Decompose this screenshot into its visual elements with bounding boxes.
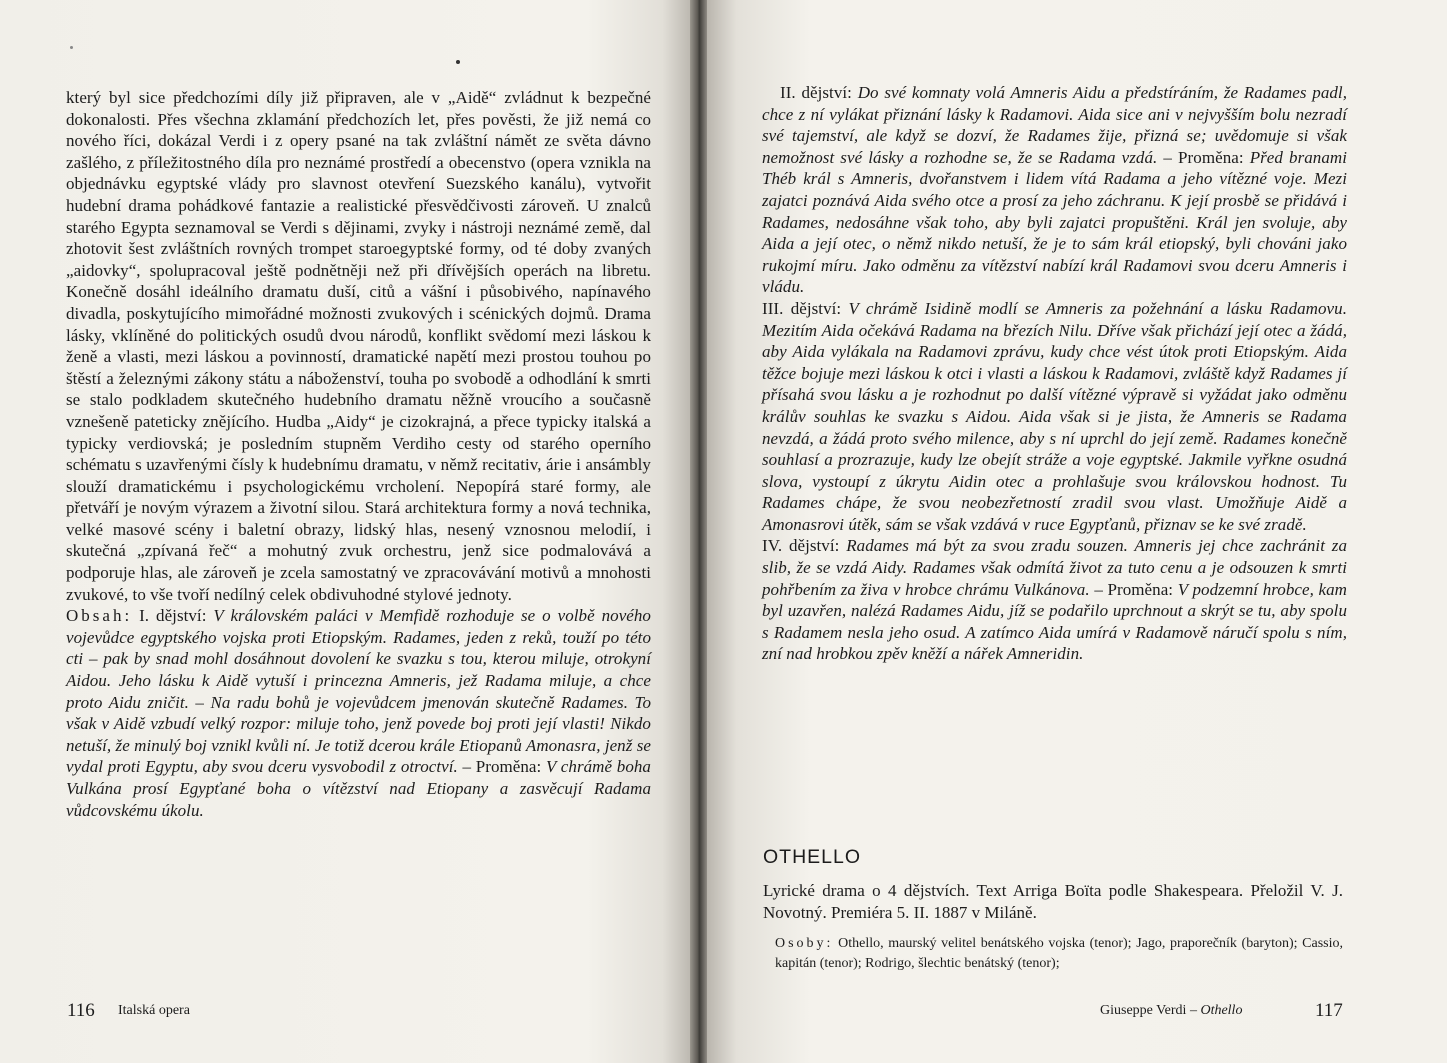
scene-change-synopsis: V podzemní hrobce, kam byl uzavřen, nalézá Radames Aidu, jíž se podařilo uprchnout a skrýt se tu, aby spolu s Radamem nesla jeho osud. A zatímco Aida umírá v Radamově náručí spolu s ním, zní nad hrobkou zpěv kněží a nářek Amneridin. <box>762 579 1347 664</box>
cast-text: Othello, maurský velitel benátského vojska (tenor); Jago, praporečník (baryton); Cassio, kapitán (tenor); Rodrigo, šlechtic benátský (tenor); <box>775 936 1343 971</box>
act-label: I. dějství: <box>139 606 207 626</box>
ink-speck <box>70 46 73 49</box>
left-page <box>0 0 690 1063</box>
act-paragraph <box>762 82 1347 298</box>
act-label: III. dějství: <box>762 298 842 318</box>
work-subtitle: Lyrické drama o 4 dějstvích. Text Arriga Boïta podle Shakespeara. Přeložil V. J. Novotný. Premiéra 5. II. 1887 v Miláně. <box>763 881 1343 922</box>
scene-change-label: – Proměna: <box>462 757 542 777</box>
section-title: OTHELLO <box>763 846 862 868</box>
running-head-author: Giuseppe Verdi – <box>1100 1003 1197 1018</box>
act-synopsis: V královském paláci v Memfidě rozhoduje se o volbě nového vojevůdce egyptského vojska proti Etiopským. Radames, jeden z reků, touží po této cti – pak by snad mohl dosáhnout dovolení ke svazku s tou, kterou miluje, otrokyní Aidou. Jeho lásku k Aidě vytuší i princezna Amneris, jež Radama miluje, a chce proto Aidu zničit. – Na radu bohů je vojevůdcem jmenován skutečně Radames. To však v Aidě vzbudí velký rozpor: miluje toho, jenž povede boj proti její vlasti! Nikdo netuší, že minulý boj vznikl kvůli ní. Je totiž dcerou krále Etiopanů Amonasra, jenž se vydal proti Egyptu, aby svou dceru vysvobodil z otroctví. <box>66 606 651 777</box>
cast-list <box>775 934 1343 974</box>
right-page-body <box>762 82 1347 665</box>
synopsis-paragraph <box>66 605 651 821</box>
scene-change-label: – Proměna: <box>1094 579 1174 599</box>
left-page-body <box>66 87 651 821</box>
synopsis-label: Obsah: <box>66 606 133 626</box>
scene-change-synopsis: V chrámě boha Vulkána prosí Egypťané boha o vítězství nad Etiopany a zasvěcují Radama vůdcovskému úkolu. <box>66 757 651 820</box>
ink-speck <box>456 60 460 64</box>
act-paragraph <box>762 535 1347 665</box>
act-paragraph <box>762 298 1347 536</box>
scene-change-label: – Proměna: <box>1163 147 1244 167</box>
act-synopsis: V chrámě Isidině modlí se Amneris za požehnání a lásku Radamovu. Mezitím Aida očekává Radama na březích Nilu. Dříve však přichází její otec a žádá, aby Aida vylákala na Radamovi zprávu, kudy chce vést útok proti Etiopským. Aida těžce bojuje mezi láskou k otci i vlasti a láskou k Radamovi, zvláště když Radames jí přísahá svou lásku a je rozhodnut po další vítězné výpravě si vyžádat jako odměnu králův souhlas ke svazku s Aidou. Aida však si je jista, že Amneris se Radama nevzdá, a žádá proto svého milence, aby s ní uprchl do její země. Radames konečně souhlasí a prozrazuje, kudy lze obejít stráže a voje egyptské. Jakmile vyřkne osudná slova, vystoupí z úkrytu Aidin otec a prohlašuje svou královskou hodnost. Tu Radames chápe, že svou neobezřetností zradil svou vlast. Umožňuje Aidě a Amonasrovi útěk, sám se však vzdává v ruce Egypťanů, přiznav se ke své zradě. <box>762 298 1348 534</box>
running-head <box>1100 1003 1242 1019</box>
page-number: 117 <box>1315 1000 1343 1021</box>
running-head: Italská opera <box>118 1003 190 1018</box>
act-label: II. dějství: <box>780 83 852 102</box>
running-head-work: Othello <box>1200 1003 1243 1018</box>
cast-label: Osoby: <box>775 936 834 951</box>
act-synopsis: Do své komnaty volá Amneris Aidu a předstíráním, že Radames padl, chce z ní vylákat přiznání lásky k Radamovi. Aida sice ani v nejvyšším bolu nezradí své tajemství, ale když se dozví, že Radames žije, přizná se; uvědomuje si však nemožnost své lásky a rozhodne se, že se Radama vzdá. <box>762 83 1348 167</box>
page-number: 116 <box>67 1000 95 1021</box>
scene-change-synopsis: Před branami Théb král s Amneris, dvořanstvem i lidem vítá Radama a jeho vítězné voje. Mezi zajatci poznává Aida svého otce a prosí za jeho záchranu. K její prosbě se přidává i Radames, nedosáhne však toho, aby byli zajatci propuštěni. Král jen svoluje, aby Aida a její otec, o němž nikdo netuší, že je to sám král etiopský, byli chováni jako rukojmí míru. Jako odměnu za vítězství nabízí král Radamovi svou dceru Amneris i vládu. <box>762 147 1347 297</box>
act-label: IV. dějství: <box>762 536 840 556</box>
book-gutter <box>690 0 707 1063</box>
act-synopsis: Radames má být za svou zradu souzen. Amneris jej chce zachránit za slib, že se vzdá Aidy. Radames však odmítá život za tuto cenu a je odsouzen k smrti pohřbením za živa v hrobce chrámu Vulkánova. <box>762 536 1347 599</box>
body-paragraph: který byl sice předchozími díly již připraven, ale v „Aidě“ zvládnut k bezpečné dokonalosti. Přes všechna zklamání předchozích let, přes pověsti, že již nemá co nového říci, dokázal Verdi i z opery psané na tak zvláštní námět ze světa dávno zašlého, z příležitostného díla pro neznámé prostředí a obecenstvo (opera vznikla na objednávku egyptské vlády pro slavnost otevření Suezského kanálu), vytvořit hudební drama pohádkové fantazie a realistické přesvědčivosti zároveň. U znalců starého Egypta seznamoval se Verdi s dějinami, zvyky i nástroji neznámé země, dal zhotovit šest zvláštních rovných trompet staroegyptské formy, od té doby zvaných „aidovky“, spolupracoval ještě podnětněji než při dřívějších operách na libretu. Konečně dosáhl ideálního dramatu duší, citů a vášní i působivého, napínavého divadla, poskytujícího mimořádné možnosti zvukových i scénických dojmů. Drama lásky, vklíněné do politických osudů dvou národů, konflikt svědomí mezi láskou k ženě a vlasti, mezi láskou a povinností, dramatické napětí mezi prostou touhou po štěstí a železnými zákony státu a náboženství, touha po svobodě a odhodlání k smrti se stalo podkladem skutečného hudebního dramatu něžně vroucího a současně vznešeně pateticky znějícího. Hudba „Aidy“ je cizokrajná, a přece typicky italská a typicky verdiovská; je posledním stupněm Verdiho cesty od starého operního schématu s uzavřenými čísly k hudebnímu dramatu, v němž recitativ, árie i ansámbly slouží dramatickému i psychologickému vrcholení. Nepopírá staré formy, ale přetváří je novým výrazem a životní silou. Stará architektura formy a nová technika, velké masové scény i baletní obrazy, lidský hlas, nesený vznosnou melodií, i skutečná „zpívaná řeč“ a mohutný zvuk orchestru, jenž sice podmalovává a podporuje hlas, ale zároveň je zcela samostatný ve zpracovávání motivů a mnohosti zvukové, to vše tvoří nedílný celek obdivuhodné stylové jednoty. <box>66 88 651 604</box>
